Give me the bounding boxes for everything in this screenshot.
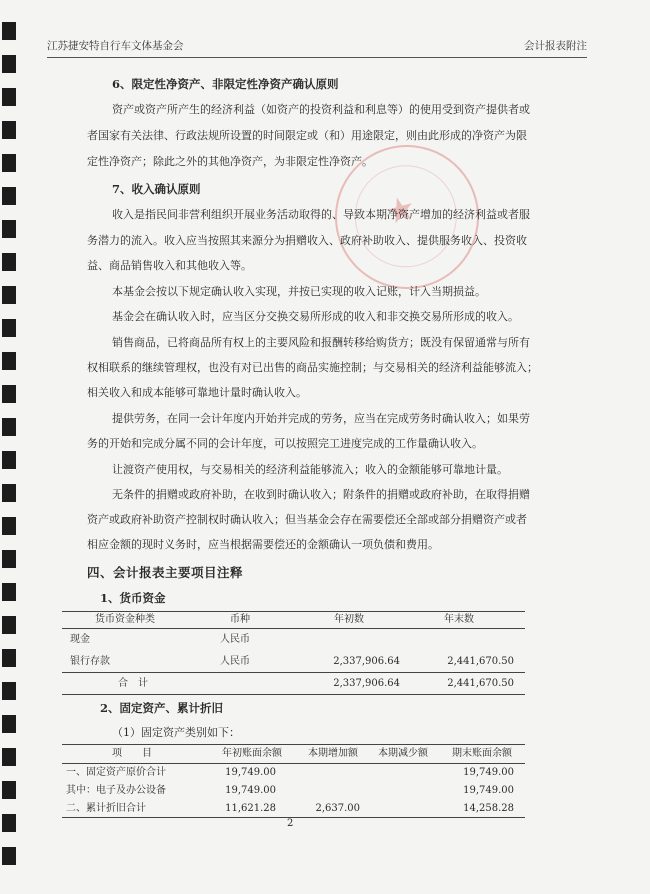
table-cell: 19,749.00: [225, 767, 276, 778]
table-header-cell: 年初账面余额: [222, 748, 282, 759]
paragraph-line: 让渡资产使用权，与交易相关的经济利益能够流入；收入的金额能够可靠地计量。: [112, 463, 508, 476]
paragraph-line: 者国家有关法律、行政法规所设置的时间限定或（和）用途限定，则由此形成的净资产为限: [87, 129, 527, 142]
header-doc-title: 会计报表附注: [524, 40, 587, 52]
paragraph-line: 务潜力的流入。收入应当按照其来源分为捐赠收入、政府补助收入、提供服务收入、投资收: [87, 234, 527, 247]
table-header-cell: 币种: [230, 614, 250, 625]
page-number: 2: [287, 818, 294, 829]
paragraph-line: 提供劳务，在同一会计年度内开始并完成的劳务，应当在完成劳务时确认收入；如果劳: [112, 412, 530, 425]
paragraph-line: 收入是指民间非营利组织开展业务活动取得的、导致本期净资产增加的经济利益或者服: [112, 208, 530, 221]
paragraph-line: 本基金会按以下规定确认收入实现，并按已实现的收入记账，计入当期损益。: [112, 285, 486, 298]
paragraph-line: 基金会在确认收入时，应当区分交换交易所形成的收入和非交换交易所形成的收入。: [112, 310, 519, 323]
table-header-cell: 年末数: [444, 614, 474, 625]
table-cell: 19,749.00: [463, 767, 514, 778]
paragraph-line: 定性净资产；除此之外的其他净资产，为非限定性净资产。: [87, 155, 373, 168]
table-cell: 2,337,906.64: [333, 678, 400, 689]
table-cell: 现金: [70, 634, 90, 645]
paragraph-line: 销售商品，已将商品所有权上的主要风险和报酬转移给购货方；既没有保留通常与所有: [112, 336, 530, 349]
table-cell: 其中：电子及办公设备: [66, 785, 166, 796]
page-header: [47, 38, 587, 58]
section-7-title: 7、收入确认原则: [112, 182, 201, 196]
table-total-label: 合 计: [118, 678, 148, 689]
table-cell: 19,749.00: [225, 785, 276, 796]
table-cell: 人民币: [220, 656, 250, 667]
table-cell: 2,441,670.50: [447, 678, 514, 689]
paragraph-line: 资产或政府补助资产控制权时确认收入；但当基金会存在需要偿还全部或部分捐赠资产或者: [87, 513, 527, 526]
table-cell: 人民币: [220, 634, 250, 645]
table-cell: 2,441,670.50: [447, 656, 514, 667]
paragraph-line: 务的开始和完成分属不同的会计年度，可以按照完工进度完成的工作量确认收入。: [87, 437, 483, 450]
table-cell: 14,258.28: [463, 803, 514, 814]
paragraph-line: 权相联系的继续管理权，也没有对已出售的商品实施控制；与交易相关的经济利益能够流入；: [87, 361, 538, 374]
paragraph-line: 益、商品销售收入和其他收入等。: [87, 259, 252, 272]
table-cell: 一、固定资产原价合计: [66, 767, 166, 778]
table-header-cell: 年初数: [334, 614, 364, 625]
binding-holes: [0, 0, 28, 894]
table-header-cell: 项 目: [112, 748, 152, 759]
table-header-cell: 本期减少额: [378, 748, 428, 759]
section-6-title: 6、限定性净资产、非限定性净资产确认原则: [112, 77, 339, 91]
paragraph-line: 相关收入和成本能够可靠地计量时确认收入。: [87, 386, 307, 399]
table-header-cell: 本期增加额: [308, 748, 358, 759]
official-seal-stamp: ★: [319, 129, 495, 305]
table-cell: 19,749.00: [463, 785, 514, 796]
paragraph-line: 无条件的捐赠或政府补助，在收到时确认收入；附条件的捐赠或政府补助，在取得捐赠: [112, 488, 530, 501]
paragraph-line: 资产或资产所产生的经济利益（如资产的投资利益和利息等）的使用受到资产提供者或: [112, 103, 530, 116]
fixed-assets-section-title: 2、固定资产、累计折旧: [100, 701, 224, 715]
table-cell: 2,637.00: [315, 803, 360, 814]
table-cell: 二、累计折旧合计: [66, 803, 146, 814]
table-cell: 银行存款: [70, 656, 110, 667]
table-header-cell: 期末账面余额: [452, 748, 512, 759]
paragraph-line: 相应金额的现时义务时，应当根据需要偿还的金额确认一项负债和费用。: [87, 538, 439, 551]
fixed-assets-subtitle: （1）固定资产类别如下：: [112, 726, 240, 739]
table-header-cell: 货币资金种类: [95, 614, 155, 625]
table-cell: 11,621.28: [225, 803, 276, 814]
table-cell: 2,337,906.64: [333, 656, 400, 667]
section-4-title: 四、会计报表主要项目注释: [87, 565, 244, 580]
header-org-name: 江苏捷安特自行车文体基金会: [47, 40, 184, 52]
cash-section-title: 1、货币资金: [100, 591, 166, 605]
